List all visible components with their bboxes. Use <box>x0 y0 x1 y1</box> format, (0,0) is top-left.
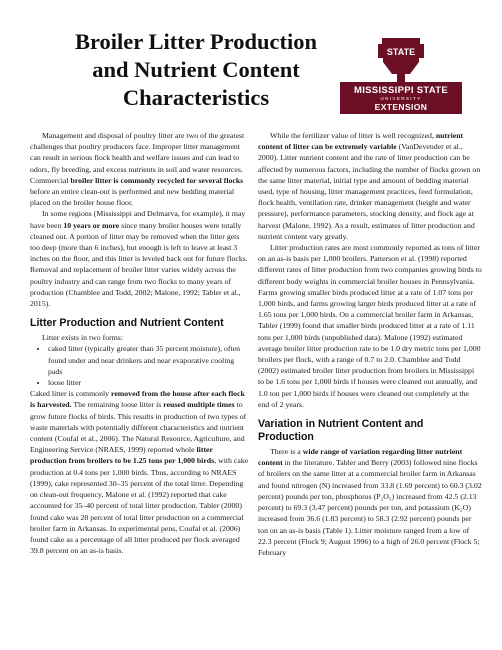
document-title <box>58 28 334 112</box>
right-column <box>258 130 482 558</box>
list-item: • loose litter <box>48 377 250 388</box>
paragraph: Litter exists in two forms: <box>42 333 123 343</box>
paragraph: In some regions (Mississippi and Delmarva, for example), it may have been 10 years or more since many broiler houses were totally cleaned out. A portion of litter may be removed when the litter gets too deep (more than 6 inches), but enough is left to leave at least 3 inches on the floor, and this litter is leveled back out for future flocks. Removal and replacement of broiler litter varies widely across the poultry industry and can range from two flocks to many years of production (Chamblee and Todd, 2002; Malone, 1992; Tabler et al., 2015). <box>30 209 248 309</box>
paragraph: There is a wide range of variation regarding litter nutrient content in the literature. Tabler and Berry (2003) followed nine flocks of broilers on the same litter at a commercial broiler farm in Arkansas and found nitrogen (N) increased from 33.8 (1.69 percent) to 60.3 (3.02 percent) pounds per ton, phosphorus (P₂O₅) increased from 42.5 (2.13 percent) to 69.3 (3.47 percent) pounds per ton, and potassium (K₂O) increased from 36.6 (1.83 percent) to 58.3 (2.92 percent) pounds per ton on an as-is basis (Table 1). Litter moisture ranged from a low of 22.3 percent (Flock 9; August 1996) to a high of 26.0 percent (Flock 5; February <box>258 447 482 557</box>
extension-label: EXTENSION <box>374 102 428 112</box>
list-item: • caked litter (typically greater than 35 percent moisture), often found under and near drinkers and near evaporative cooling pads <box>48 343 250 377</box>
paragraph: Litter production rates are most commonly reported as tons of litter on an as-is basis per 1,000 broilers. Patterson et al. (1998) reported different rates of litter production from two companies growing birds to different body weights in commercial broiler houses in Pennsylvania. Farms growing smaller birds produced litter at a rate of 1.07 tons per 1,000 birds, and farms growing larger birds produced litter at a rate of 1.65 tons per 1,000 birds. On a commercial broiler farm in Arkansas, Tabler (1999) found that smaller birds produced litter at a rate of 1.11 tons per 1,000 birds (unpublished data). Malone (1992) estimated average broiler litter production rate to be 1.0 dry metric tons per 1,000 broilers per flock, with a range of 0.7 to 2.0. Chamblee and Todd (2002) estimated broiler litter production from broilers in Mississippi to be 1.6 tons per 1,000 birds if houses were cleaned out annually, and 1.0 ton per 1,000 birds if houses were cleaned out completely at the end of 2 years. <box>258 243 482 409</box>
paragraph: Caked litter is commonly removed from the house after each flock is harvested. The remaining loose litter is reused multiple times to grow future flocks of birds. This results in production of two types of waste materials with potentially different characteristics and nutrient content (Coufal et al., 2006). The Natural Resource, Agriculture, and Engineering Service (NRAES, 1999) reported whole litter production from broilers to be 1.25 tons per 1,000 birds, with cake production at 0.4 tons per 1,000 birds. Thus, according to NRAES (1999), cake represented 30–35 percent of the total litter. Depending on clean-out frequency, Malone et al. (1992) reported that cake accounted for 35–40 percent of total litter production. Tabler (2000) found cake was 28 percent of total litter production on a commercial broiler farm in Arkansas. In experimental pens, Coufal et al. (2006) found cake as a percentage of all litter produced per flock averaged 39.8 percent on an as-is basis. <box>30 389 249 556</box>
section-heading: Litter Production and Nutrient Content <box>30 317 224 330</box>
university-name: MISSISSIPPI STATE <box>354 85 448 96</box>
seal-text: STATE <box>386 47 416 57</box>
msu-extension-logo <box>340 32 462 114</box>
left-column <box>30 130 250 556</box>
title-line-3: Characteristics <box>122 85 270 110</box>
section-heading: Variation in Nutrient Content and Production <box>258 418 424 444</box>
seal-icon <box>340 32 462 82</box>
bullet-list <box>30 343 250 388</box>
title-line-1: Broiler Litter Production <box>74 29 318 54</box>
university-word: UNIVERSITY <box>380 96 422 101</box>
paragraph: While the fertilizer value of litter is well recognized, nutrient content of litter can be extremely variable (VanDevender et al., 2000). Litter nutrient content and the rate of litter production can be affected by numerous factors, including the number of flocks grown on the same litter material, initial type and amount of bedding material used, type of housing, litter management practices, feed formulation, flock health, ventilation rate, drinker management (height and water pressure), performance parameters, stocking density, and flock age at harvest (Malone, 1992). As a result, estimates of litter production and nutrient content vary greatly. <box>258 131 481 241</box>
title-line-2: and Nutrient Content <box>92 57 300 82</box>
paragraph: Management and disposal of poultry litter are two of the greatest challenges that poultry producers face. Improper litter management can result in serious flock health and welfare issues and can lead to odors, fly breeding, and excess nutrients in soil and water resources. Commercial broiler litter is commonly recycled for several flocks before an entire clean-out is performed and new bedding material placed on the broiler house floor. <box>30 131 245 208</box>
